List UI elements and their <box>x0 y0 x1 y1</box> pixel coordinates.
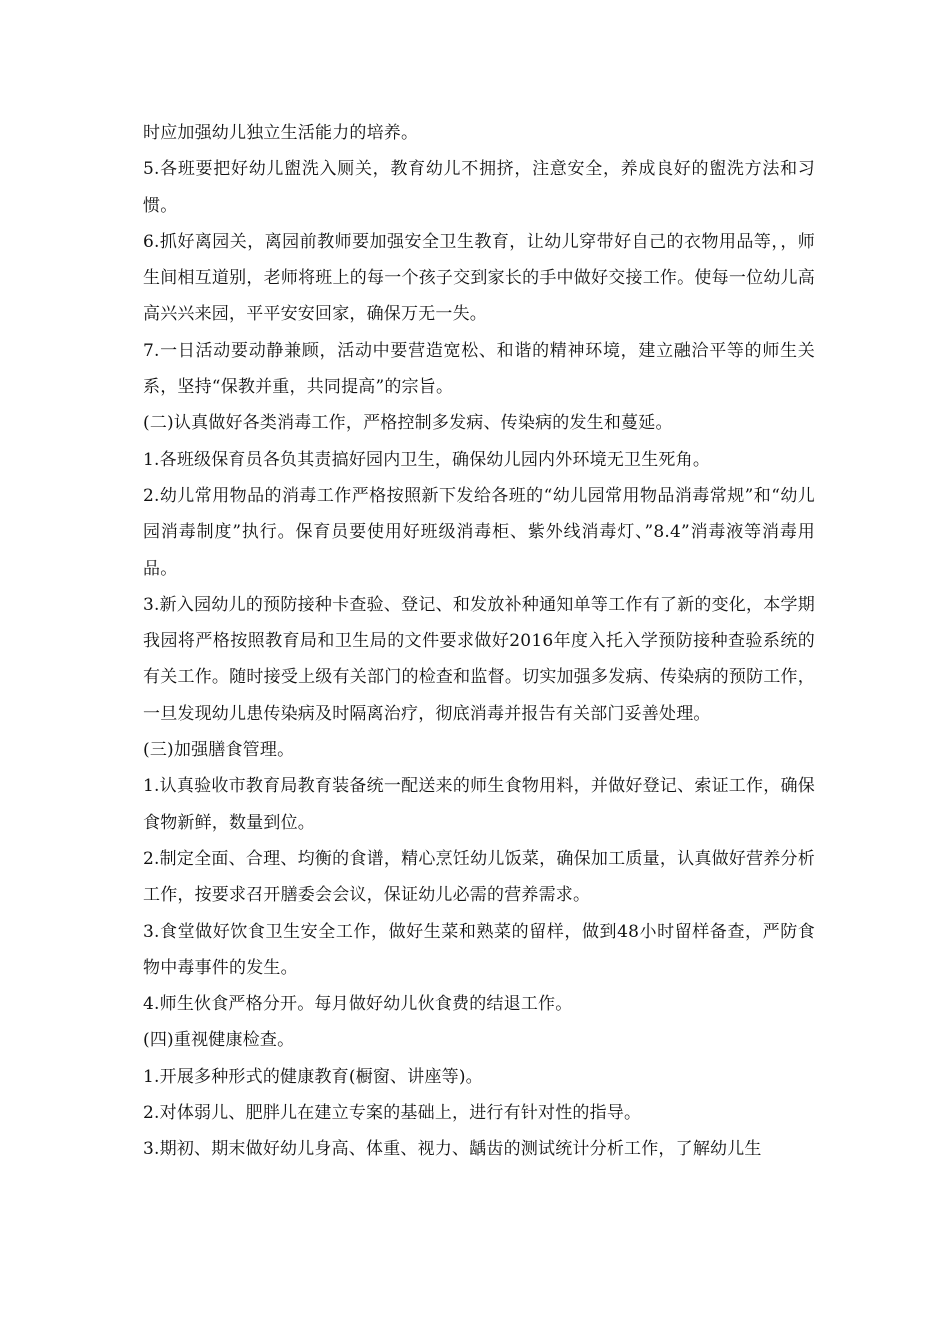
paragraph: 6.抓好离园关，离园前教师要加强安全卫生教育，让幼儿穿带好自己的衣物用品等，，师生间相互道别，老师将班上的每一个孩子交到家长的手中做好交接工作。使每一位幼儿高高兴兴来园，平平安安回家，确保万无一失。 <box>143 231 815 325</box>
document-body <box>143 115 815 1168</box>
paragraph: 3.食堂做好饮食卫生安全工作，做好生菜和熟菜的留样，做到48小时留样备查，严防食物中毒事件的发生。 <box>143 921 815 978</box>
paragraph: 4.师生伙食严格分开。每月做好幼儿伙食费的结退工作。 <box>143 994 573 1015</box>
paragraph: 3.新入园幼儿的预防接种卡查验、登记、和发放补种通知单等工作有了新的变化，本学期我园将严格按照教育局和卫生局的文件要求做好2016年度入托入学预防接种查验系统的有关工作。随时接受上级有关部门的检查和监督。切实加强多发病、传染病的预防工作，一旦发现幼儿患传染病及时隔离治疗，彻底消毒并报告有关部门妥善处理。 <box>143 594 815 724</box>
paragraph: 2.制定全面、合理、均衡的食谱，精心烹饪幼儿饭菜，确保加工质量，认真做好营养分析工作，按要求召开膳委会会议，保证幼儿必需的营养需求。 <box>143 848 815 906</box>
paragraph: 2.对体弱儿、肥胖儿在建立专案的基础上，进行有针对性的指导。 <box>143 1103 642 1124</box>
section-heading: (三)加强膳食管理。 <box>143 740 295 761</box>
paragraph: 1.开展多种形式的健康教育(橱窗、讲座等)。 <box>143 1066 483 1087</box>
paragraph: 1.各班级保育员各负其责搞好园内卫生，确保幼儿园内外环境无卫生死角。 <box>143 449 711 470</box>
section-heading: (四)重视健康检查。 <box>143 1030 295 1051</box>
paragraph: 3.期初、期末做好幼儿身高、体重、视力、龋齿的测试统计分析工作，了解幼儿生 <box>143 1139 762 1160</box>
paragraph: 5.各班要把好幼儿盥洗入厕关，教育幼儿不拥挤，注意安全，养成良好的盥洗方法和习惯。 <box>143 159 815 216</box>
section-heading: (二)认真做好各类消毒工作，严格控制多发病、传染病的发生和蔓延。 <box>143 413 673 434</box>
paragraph: 1.认真验收市教育局教育装备统一配送来的师生食物用料，并做好登记、索证工作，确保食物新鲜，数量到位。 <box>143 776 815 833</box>
paragraph: 时应加强幼儿独立生活能力的培养。 <box>143 123 419 143</box>
paragraph: 7.一日活动要动静兼顾，活动中要营造宽松、和谐的精神环境，建立融洽平等的师生关系，坚持“保教并重，共同提高”的宗旨。 <box>143 340 815 398</box>
paragraph: 2.幼儿常用物品的消毒工作严格按照新下发给各班的“幼儿园常用物品消毒常规”和“幼儿园消毒制度”执行。保育员要使用好班级消毒柜、紫外线消毒灯、”8.4”消毒液等消毒用品。 <box>143 485 815 579</box>
